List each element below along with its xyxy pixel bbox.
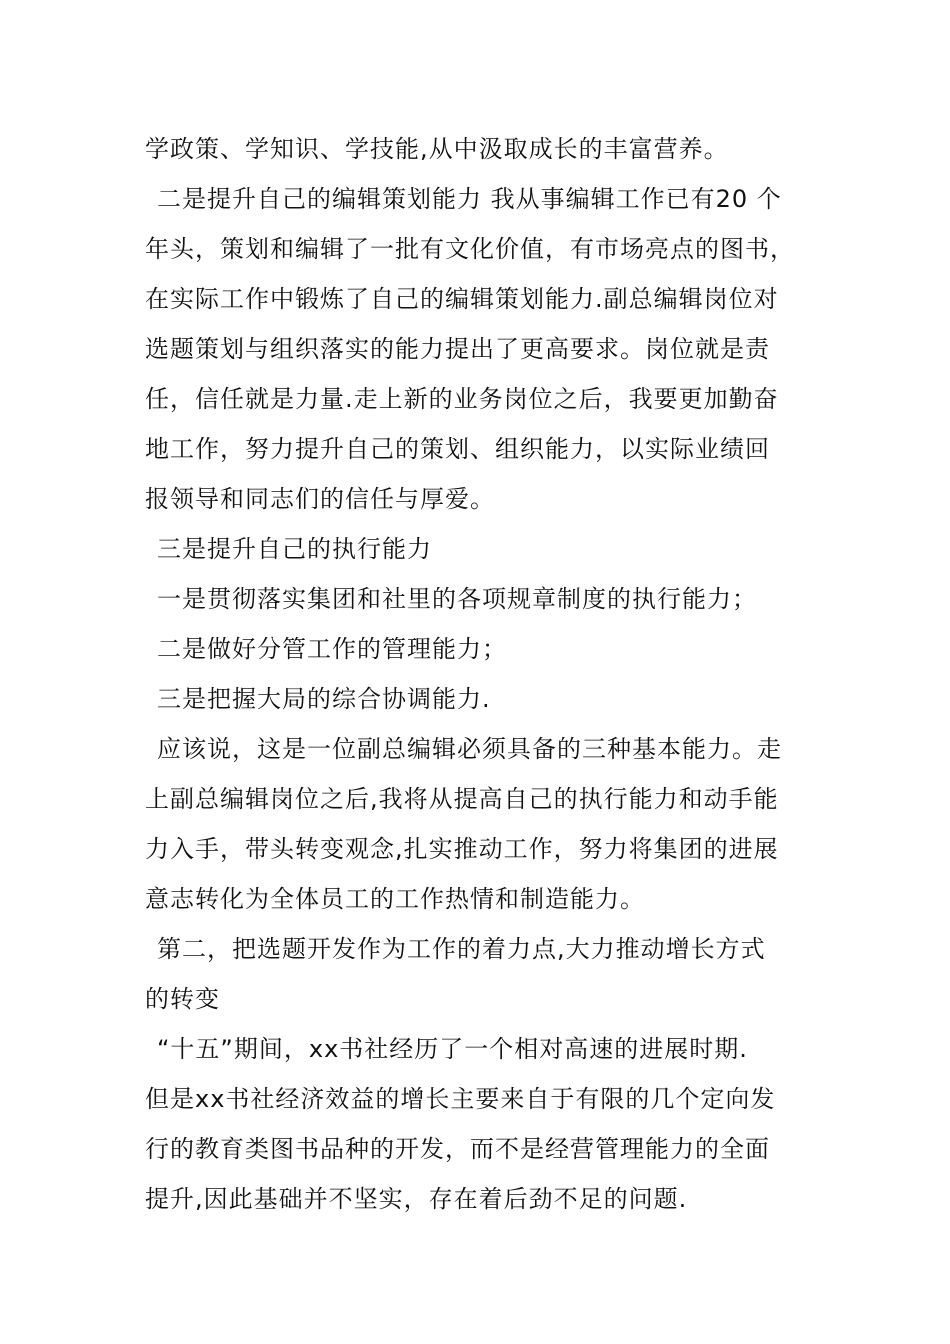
text-line: 一是贯彻落实集团和社里的各项规章制度的执行能力；	[157, 585, 757, 613]
text-line: 二是做好分管工作的管理能力；	[157, 635, 507, 663]
text-line: 三是把握大局的综合协调能力.	[157, 685, 491, 713]
text-line: 的转变	[145, 985, 220, 1013]
text-line: 报领导和同志们的信任与厚爱。	[145, 485, 495, 513]
text-line: 但是xx书社经济效益的增长主要来自于有限的几个定向发	[145, 1085, 776, 1113]
text-line: 任，信任就是力量.走上新的业务岗位之后，我要更加勤奋	[145, 385, 779, 413]
text-line: 意志转化为全体员工的工作热情和制造能力。	[145, 885, 645, 913]
text-line: 第二，把选题开发作为工作的着力点,大力推动增长方式	[157, 935, 766, 963]
text-line: 在实际工作中锻炼了自己的编辑策划能力.副总编辑岗位对	[145, 285, 779, 313]
text-line: 地工作，努力提升自己的策划、组织能力，以实际业绩回	[145, 435, 770, 463]
text-line: 行的教育类图书品种的开发，而不是经营管理能力的全面	[145, 1135, 770, 1163]
text-line: 应该说，这是一位副总编辑必须具备的三种基本能力。走	[157, 735, 782, 763]
text-line: 学政策、学知识、学技能,从中汲取成长的丰富营养。	[145, 135, 729, 163]
text-line: “十五”期间，xx书社经历了一个相对高速的进展时期.	[157, 1035, 748, 1063]
text-line: 三是提升自己的执行能力	[157, 535, 432, 563]
text-line: 选题策划与组织落实的能力提出了更高要求。岗位就是责	[145, 335, 770, 363]
text-line: 年头，策划和编辑了一批有文化价值，有市场亮点的图书，	[145, 235, 795, 263]
text-line: 二是提升自己的编辑策划能力 我从事编辑工作已有20 个	[157, 185, 782, 213]
text-line: 力入手，带头转变观念,扎实推动工作，努力将集团的进展	[145, 835, 779, 863]
text-line: 上副总编辑岗位之后,我将从提高自己的执行能力和动手能	[145, 785, 779, 813]
text-line: 提升,因此基础并不坚实，存在着后劲不足的问题.	[145, 1185, 688, 1213]
